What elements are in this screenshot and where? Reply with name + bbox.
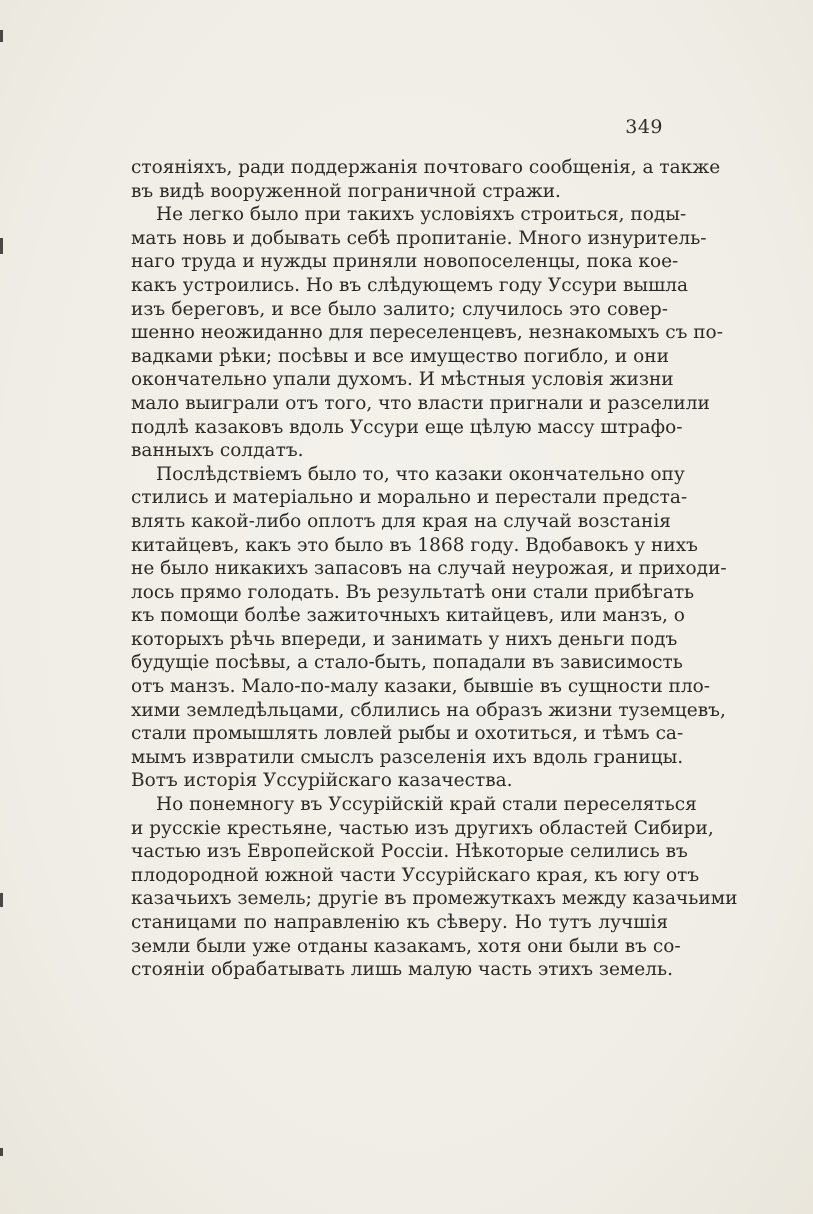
text-line: китайцевъ, какъ это было въ 1868 году. Вдобавокъ у нихъ bbox=[131, 534, 698, 556]
text-line: какъ устроились. Но въ слѣдующемъ году Уссури вышла bbox=[131, 274, 689, 296]
paragraph bbox=[131, 793, 738, 982]
text-line: стали промышлять ловлей рыбы и охотиться, и тѣмъ са- bbox=[131, 723, 684, 745]
edge-mark bbox=[0, 238, 3, 254]
edge-mark bbox=[0, 893, 3, 907]
text-line: будущіе посѣвы, а стало-быть, попадали въ зависимость bbox=[131, 652, 683, 674]
text-line: не было никакихъ запасовъ на случай неурожая, и приходи- bbox=[131, 558, 727, 580]
text-line: ванныхъ солдатъ. bbox=[131, 440, 304, 462]
paragraph bbox=[131, 463, 727, 793]
text-line: окончательно упали духомъ. И мѣстныя условія жизни bbox=[131, 369, 674, 391]
text-line: частью изъ Европейской Россіи. Нѣкоторые селились въ bbox=[131, 841, 688, 863]
text-line: мымъ извратили смыслъ разселенія ихъ вдоль границы. bbox=[131, 746, 684, 768]
text-line: стояніяхъ, ради поддержанія почтоваго сообщенія, а также bbox=[131, 157, 721, 178]
page-number: 349 bbox=[625, 116, 663, 138]
paragraph bbox=[131, 156, 721, 203]
text-line: отъ манзъ. Мало-по-малу казаки, бывшіе въ сущности пло- bbox=[131, 676, 711, 698]
text-line: стояніи обрабатывать лишь малую часть этихъ земель. bbox=[131, 959, 673, 981]
text-line: стились и матеріально и морально и перестали предста- bbox=[131, 487, 688, 509]
text-line: станицами по направленію къ сѣверу. Но тутъ лучшія bbox=[131, 912, 668, 933]
text-line: въ видѣ вооруженной пограничной стражи. bbox=[131, 180, 561, 202]
text-line: которыхъ рѣчь впереди, и занимать у нихъ деньги подъ bbox=[131, 628, 678, 650]
paragraph bbox=[131, 203, 723, 463]
text-line: Но понемногу въ Уссурійскій край стали переселяться bbox=[156, 794, 697, 816]
edge-mark bbox=[0, 30, 3, 42]
text-line: земли были уже отданы казакамъ, хотя они были въ со- bbox=[131, 935, 681, 957]
text-line: мало выиграли отъ того, что власти пригнали и разселили bbox=[131, 392, 710, 414]
text-line: хими земледѣльцами, сблились на образъ жизни туземцевъ, bbox=[131, 699, 726, 721]
text-line: и русскіе крестьяне, частью изъ другихъ областей Сибири, bbox=[131, 817, 714, 839]
text-line: наго труда и нужды приняли новопоселенцы, пока кое- bbox=[131, 251, 679, 273]
text-line: Не легко было при такихъ условіяхъ строиться, поды- bbox=[156, 204, 687, 226]
body-text bbox=[131, 156, 738, 982]
text-line: Вотъ исторія Уссурійскаго казачества. bbox=[131, 770, 513, 792]
edge-mark bbox=[0, 1148, 3, 1156]
text-line: казачьихъ земель; другіе въ промежуткахъ между казачьими bbox=[131, 888, 738, 910]
text-line: подлѣ казаковъ вдоль Уссури еще цѣлую массу штрафо- bbox=[131, 416, 683, 438]
text-line: шенно неожиданно для переселенцевъ, незнакомыхъ съ по- bbox=[131, 322, 723, 344]
text-line: плодородной южной части Уссурійскаго края, къ югу отъ bbox=[131, 864, 700, 886]
text-line: влять какой-либо оплотъ для края на случай возстанія bbox=[131, 510, 671, 532]
text-line: изъ береговъ, и все было залито; случилось это совер- bbox=[131, 298, 668, 320]
text-line: мать новь и добывать себѣ пропитаніе. Много изнуритель- bbox=[131, 227, 707, 249]
text-line: къ помощи болѣе зажиточныхъ китайцевъ, или манзъ, о bbox=[131, 605, 685, 627]
text-line: лось прямо голодать. Въ результатѣ они стали прибѣгать bbox=[131, 581, 695, 603]
text-line: вадками рѣки; посѣвы и все имущество погибло, и они bbox=[131, 345, 669, 367]
text-line: Послѣдствіемъ было то, что казаки окончательно опу bbox=[156, 463, 685, 485]
